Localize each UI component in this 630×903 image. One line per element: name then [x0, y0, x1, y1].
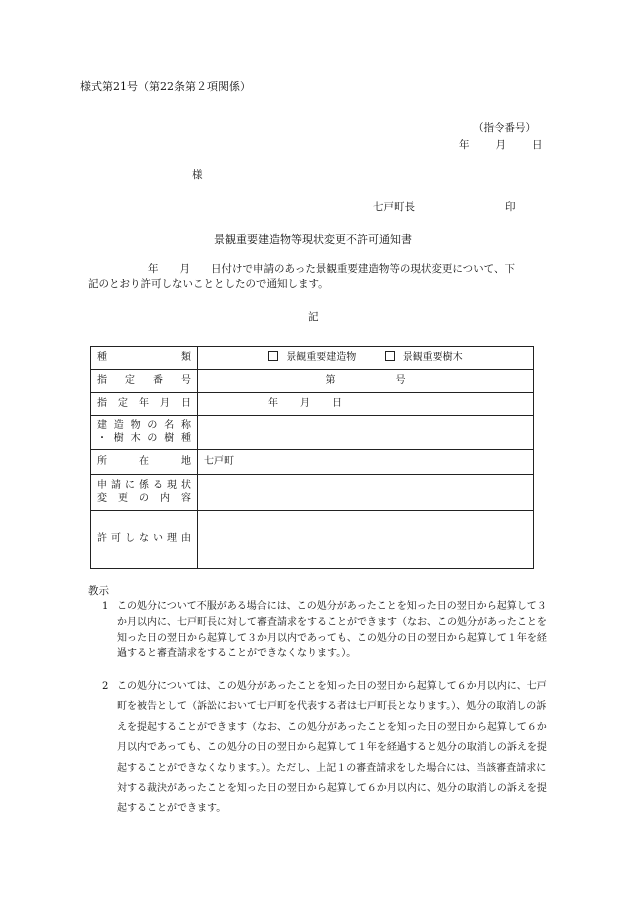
- issue-date: [459, 138, 543, 152]
- notice-number: 1: [102, 601, 109, 612]
- content-label-line-2: 変更の内容: [97, 492, 191, 504]
- designated-year: 年: [268, 398, 278, 410]
- checkbox-icon[interactable]: [268, 351, 278, 361]
- type-label: 種類: [91, 347, 198, 370]
- number-value: [198, 370, 534, 393]
- date-label: 指定年月日: [91, 393, 198, 416]
- issuer-name: 七戸町長: [373, 201, 415, 213]
- name-label-line-2: ・樹木の樹種: [97, 432, 191, 444]
- notice-item-2: [102, 677, 552, 820]
- table-row: [91, 393, 534, 416]
- ki-marker: 記: [308, 311, 319, 323]
- table-row: [91, 347, 534, 370]
- date-year: 年: [459, 139, 470, 151]
- type-options: [198, 347, 534, 370]
- content-value[interactable]: [198, 475, 534, 511]
- location-label: 所在地: [91, 450, 198, 475]
- body-line-2: 記のとおり許可しないこととしたので通知します。: [88, 278, 329, 290]
- designated-month: 月: [300, 398, 310, 410]
- content-label-line-1: 申請に係る現状: [97, 480, 191, 491]
- location-value: 七戸町: [198, 450, 534, 475]
- number-prefix: 第: [325, 375, 336, 387]
- seal-mark: 印: [505, 201, 516, 213]
- name-value[interactable]: [198, 416, 534, 450]
- notice-item-1: [102, 599, 552, 662]
- checkbox-icon[interactable]: [385, 351, 395, 361]
- notice-text: この処分について不服がある場合には、この処分があったことを知った日の翌日から起算して３か月以内に、七戸町長に対して審査請求をすることができます（なお、この処分があったことを知った日の翌日から起算して３か月以内であっても、この処分の日の翌日から起算して１年を経過すると審査請求をすることができなくなります。）。: [117, 601, 547, 660]
- notice-text: この処分については、この処分があったことを知った日の翌日から起算して６か月以内に、七戸町を被告として（訴訟において七戸町を代表する者は七戸町長となります。）、処分の取消しの訴えを提起することができます（なお、この処分があったことを知った日の翌日から起算して６か月以内であっても、この処分の日の翌日から起算して１年を経過すると処分の取消しの訴えを提起することができなくなります。）。ただし、上記１の審査請求をした場合には、当該審査請求に対する裁決があったことを知った日の翌日から起算して６か月以内に、処分の取消しの訴えを提起することができます。: [117, 681, 547, 815]
- option-building: 景観重要建造物: [286, 352, 357, 364]
- name-label: [91, 416, 198, 450]
- table-row: [91, 450, 534, 475]
- notice-number: 2: [102, 681, 109, 692]
- form-code: 様式第21号（第22条第２項関係）: [80, 80, 251, 93]
- date-value: [198, 393, 534, 416]
- option-tree: 景観重要樹木: [402, 352, 463, 364]
- content-label: [91, 475, 198, 511]
- table-row: [91, 475, 534, 511]
- name-label-line-1: 建造物の名称: [97, 420, 191, 431]
- reason-value[interactable]: [198, 511, 534, 569]
- designated-day: 日: [332, 398, 342, 410]
- table-row: [91, 370, 534, 393]
- designation-number: （指令番号）: [473, 122, 536, 134]
- body-line-1: 年 月 日付けで申請のあった景観重要建造物等の現状変更について、下: [148, 263, 515, 275]
- date-month: 月: [495, 139, 506, 151]
- number-suffix: 号: [395, 375, 406, 387]
- reason-label: 許可しない理由: [91, 511, 198, 569]
- document-title: 景観重要建造物等現状変更不許可通知書: [214, 233, 412, 246]
- table-row: [91, 416, 534, 450]
- date-day: 日: [532, 139, 543, 151]
- number-label: 指定番号: [91, 370, 198, 393]
- recipient-suffix: 様: [192, 169, 203, 181]
- notice-heading: 教示: [88, 585, 109, 597]
- table-row: [91, 511, 534, 569]
- form-table: [90, 346, 534, 569]
